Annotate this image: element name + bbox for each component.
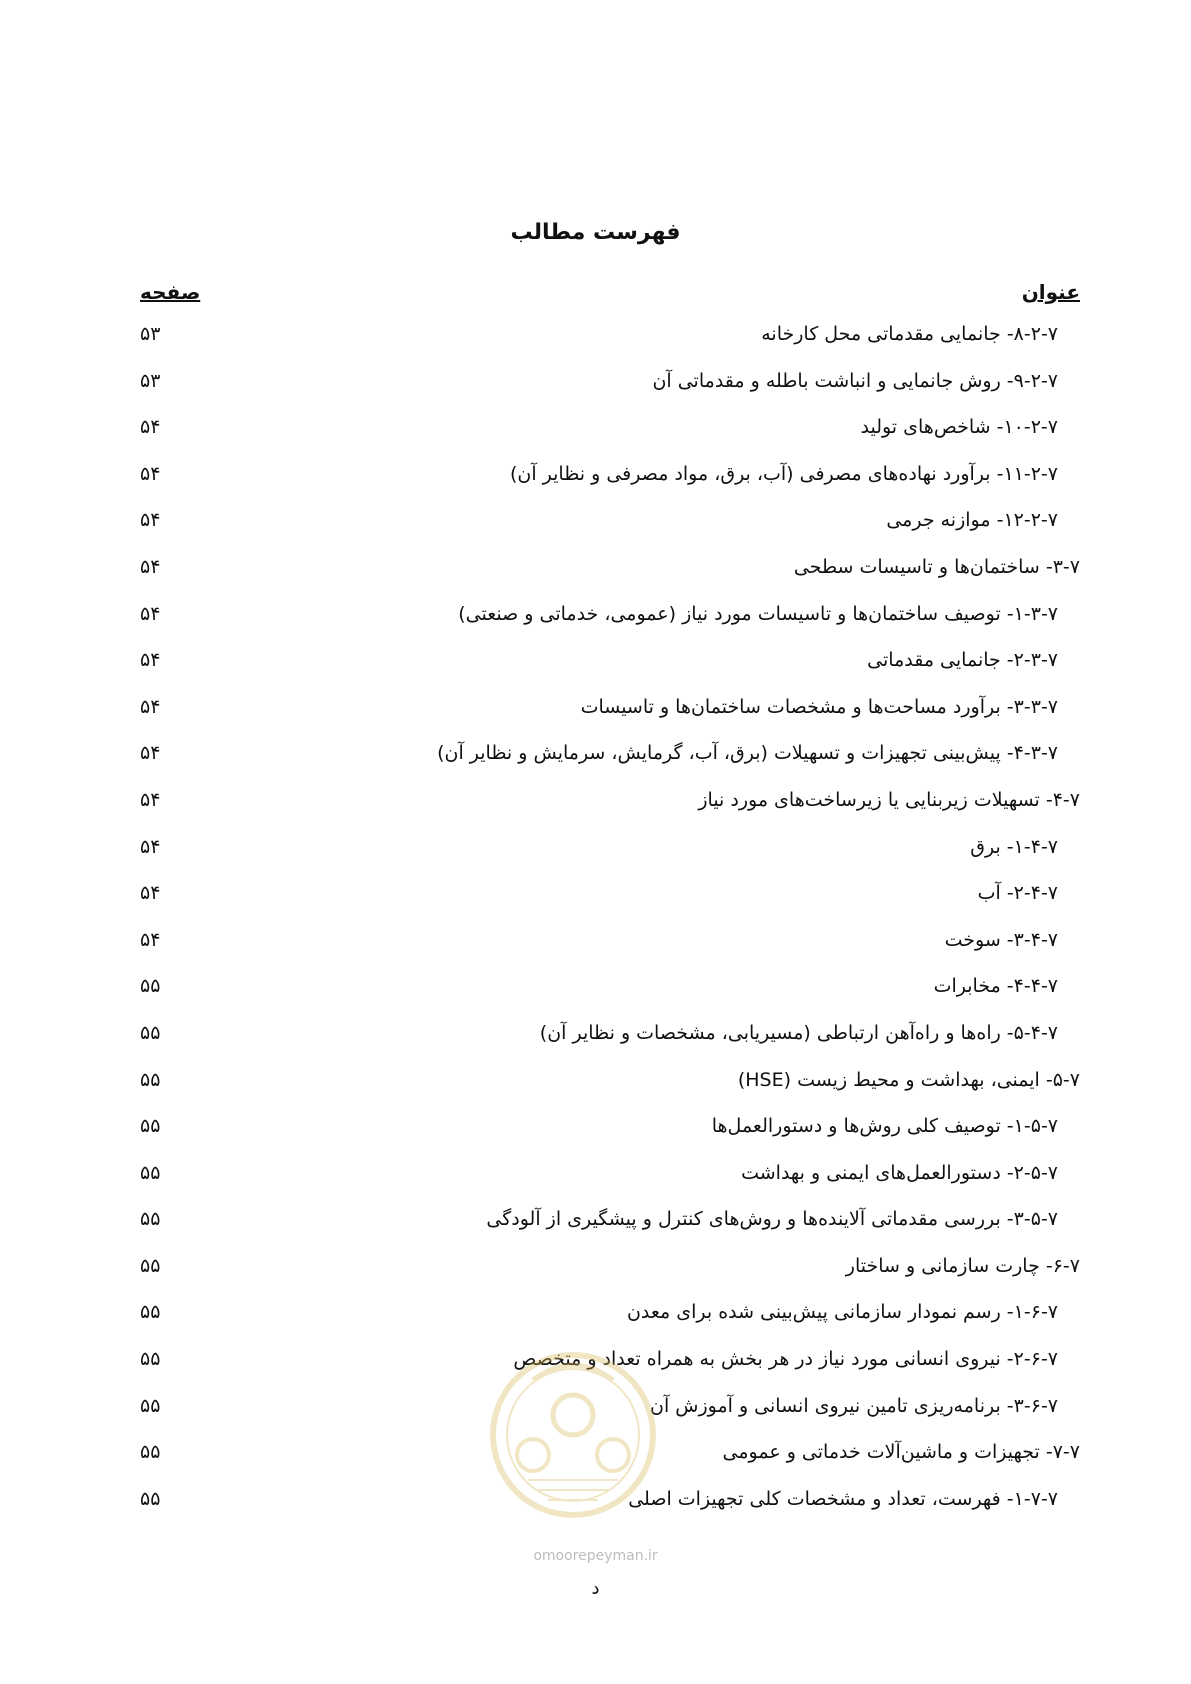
toc-entry-title: ۲-۳-۷- جانمایی مقدماتی (867, 649, 1058, 672)
toc-entry-title: ۱۲-۲-۷- موازنه جرمی (886, 509, 1058, 532)
toc-entry-title: ۱-۴-۷- برق (970, 835, 1058, 858)
toc-entry-title: ۱۱-۲-۷- برآورد نهاده‌های مصرفی (آب، برق، مواد مصرفی و نظایر آن) (509, 462, 1058, 485)
toc-entry (140, 877, 1080, 924)
toc-entry-page: ۵۴ (140, 649, 161, 672)
toc-entry (140, 365, 1080, 412)
toc-entry-title: ۲-۴-۷- آب (977, 882, 1058, 905)
toc-entry-title: ۳-۵-۷- بررسی مقدماتی آلاینده‌ها و روش‌های کنترل و پیشگیری از آلودگی (486, 1208, 1058, 1231)
toc-entry-page: ۵۵ (140, 1348, 161, 1371)
toc-entry-page: ۵۴ (140, 742, 161, 765)
toc-entry-page: ۵۵ (140, 1487, 161, 1510)
toc-entry (140, 1110, 1080, 1157)
toc-entry-title: ۴-۳-۷- پیش‌بینی تجهیزات و تسهیلات (برق، آب، گرمایش، سرمایش و نظایر آن) (437, 742, 1058, 765)
watermark-url: omoorepeyman.ir (533, 1548, 658, 1564)
toc-entry-page: ۵۵ (140, 975, 161, 998)
toc-entry-title: ۶-۷- چارت سازمانی و ساختار (845, 1254, 1080, 1277)
toc-entry-page: ۵۵ (140, 1068, 161, 1091)
toc-entry-title: ۱-۶-۷- رسم نمودار سازمانی پیش‌بینی شده برای معدن (626, 1301, 1058, 1324)
toc-entry-title: ۵-۴-۷- راه‌ها و راه‌آهن ارتباطی (مسیریابی، مشخصات و نظایر آن) (539, 1021, 1058, 1044)
toc-entry (140, 1157, 1080, 1204)
toc-entry (140, 1017, 1080, 1064)
toc-entry (140, 1436, 1080, 1483)
toc-entry (140, 411, 1080, 458)
toc-entry-page: ۵۴ (140, 882, 161, 905)
toc-entry-page: ۵۳ (140, 369, 161, 392)
toc-entry-page: ۵۴ (140, 462, 161, 485)
toc-entry-title: ۳-۷- ساختمان‌ها و تاسیسات سطحی (793, 555, 1080, 578)
toc-entry (140, 1064, 1080, 1111)
toc-entry-page: ۵۳ (140, 323, 161, 345)
toc-entry-page: ۵۵ (140, 1115, 161, 1138)
toc-entry-title: ۱-۳-۷- توصیف ساختمان‌ها و تاسیسات مورد نیاز (عمومی، خدماتی و صنعتی) (458, 602, 1058, 625)
toc-entry-page: ۵۴ (140, 928, 161, 951)
toc-entry-title: ۵-۷- ایمنی، بهداشت و محیط زیست (HSE) (737, 1068, 1080, 1091)
toc-entry (140, 924, 1080, 971)
toc-entry (140, 1483, 1080, 1530)
toc-entry-page: ۵۴ (140, 555, 161, 578)
toc-entry-title: ۸-۲-۷- جانمایی مقدماتی محل کارخانه (761, 323, 1058, 345)
column-page-header: صفحه (140, 280, 201, 304)
toc-entry (140, 1390, 1080, 1437)
toc-entry-title: ۴-۷- تسهیلات زیربنایی یا زیرساخت‌های مورد نیاز (698, 788, 1080, 811)
toc-entry-page: ۵۴ (140, 416, 161, 439)
toc-entry (140, 598, 1080, 645)
toc-entry (140, 691, 1080, 738)
toc-entry-page: ۵۵ (140, 1394, 161, 1417)
toc-entry-title: ۳-۳-۷- برآورد مساحت‌ها و مشخصات ساختمان‌ها و تاسیسات (580, 695, 1058, 718)
toc-entry (140, 784, 1080, 831)
toc-entry-title: ۲-۶-۷- نیروی انسانی مورد نیاز در هر بخش به همراه تعداد و متخصص (513, 1348, 1058, 1371)
page-title: فهرست مطالب (510, 220, 681, 245)
toc-entry (140, 1343, 1080, 1390)
toc-entry (140, 551, 1080, 598)
toc-entry (140, 458, 1080, 505)
toc-entry-page: ۵۵ (140, 1441, 161, 1464)
toc-entry (140, 1203, 1080, 1250)
toc-entry-page: ۵۵ (140, 1021, 161, 1044)
toc-entry-title: ۱-۷-۷- فهرست، تعداد و مشخصات کلی تجهیزات اصلی (628, 1487, 1058, 1510)
column-title-header: عنوان (1021, 280, 1080, 304)
toc-entry (140, 318, 1080, 365)
toc-entry-title: ۷-۷- تجهیزات و ماشین‌آلات خدماتی و عمومی (722, 1441, 1080, 1464)
toc-entry (140, 644, 1080, 691)
toc-header (140, 280, 1080, 312)
toc-entry-page: ۵۴ (140, 835, 161, 858)
page-number: د (591, 1578, 600, 1599)
toc-entry (140, 831, 1080, 878)
toc-entry-page: ۵۵ (140, 1301, 161, 1324)
toc-entry-title: ۳-۶-۷- برنامه‌ریزی تامین نیروی انسانی و آموزش آن (650, 1394, 1058, 1417)
toc-entry-title: ۳-۴-۷- سوخت (944, 928, 1058, 951)
toc-entry-page: ۵۵ (140, 1161, 161, 1184)
toc-entry-title: ۱۰-۲-۷- شاخص‌های تولید (860, 416, 1058, 439)
toc-list (140, 318, 1080, 1529)
toc-entry-title: ۲-۵-۷- دستورالعمل‌های ایمنی و بهداشت (741, 1161, 1058, 1184)
toc-entry-page: ۵۵ (140, 1254, 161, 1277)
toc-entry-page: ۵۴ (140, 788, 161, 811)
toc-entry-page: ۵۴ (140, 509, 161, 532)
toc-entry-page: ۵۴ (140, 602, 161, 625)
toc-entry-title: ۱-۵-۷- توصیف کلی روش‌ها و دستورالعمل‌ها (711, 1115, 1058, 1138)
toc-entry (140, 504, 1080, 551)
toc-entry (140, 1250, 1080, 1297)
toc-entry (140, 970, 1080, 1017)
toc-entry (140, 737, 1080, 784)
toc-entry-title: ۹-۲-۷- روش جانمایی و انباشت باطله و مقدماتی آن (652, 369, 1058, 392)
toc-entry-page: ۵۵ (140, 1208, 161, 1231)
toc-entry-title: ۴-۴-۷- مخابرات (933, 975, 1058, 998)
toc-entry (140, 1296, 1080, 1343)
toc-entry-page: ۵۴ (140, 695, 161, 718)
